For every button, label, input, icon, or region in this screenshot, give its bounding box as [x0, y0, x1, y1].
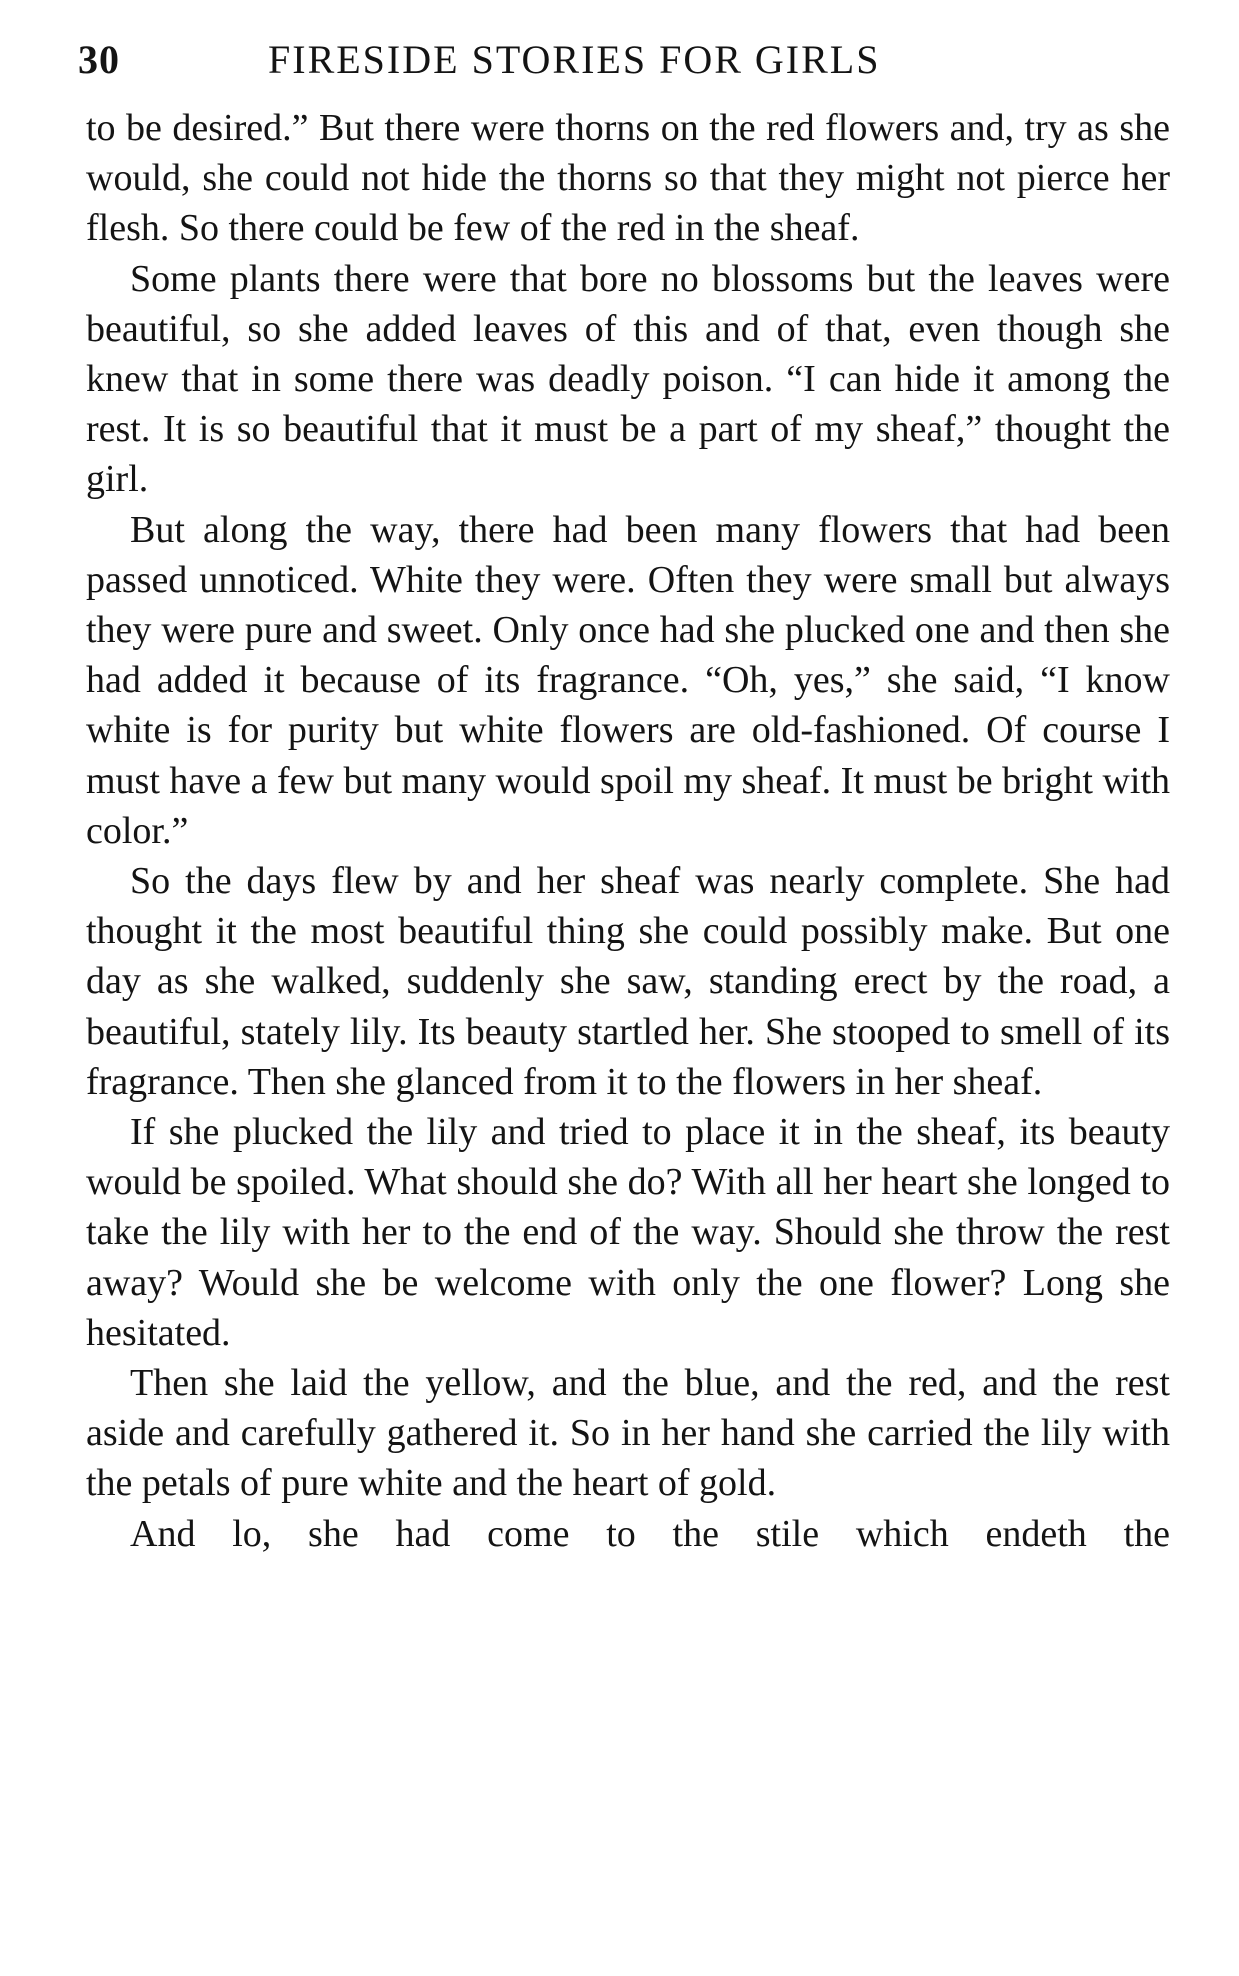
page-number: 30 — [78, 37, 120, 82]
paragraph: If she plucked the lily and tried to place it in the sheaf, its beauty would be spoiled. What should she do? With all her heart she longed to take the lily with her to the end of the way. Should she throw the rest away? Would she be welcome with only the one flower? Long she hesitated. — [86, 1111, 1170, 1354]
body-text — [86, 103, 1170, 1559]
running-title: FIRESIDE STORIES FOR GIRLS — [268, 37, 881, 82]
paragraph: Then she laid the yellow, and the blue, and the red, and the rest aside and carefully gathered it. So in her hand she carried the lily with the petals of pure white and the heart of gold. — [86, 1362, 1170, 1505]
paragraph: So the days flew by and her sheaf was nearly complete. She had thought it the most beautiful thing she could possibly make. But one day as she walked, suddenly she saw, standing erect by the road, a beautiful, stately lily. Its beauty startled her. She stooped to smell of its fragrance. Then she glanced from it to the flowers in her sheaf. — [86, 860, 1170, 1103]
paragraph-continued: to be desired.” But there were thorns on the red flowers and, try as she would, she could not hide the thorns so that they might not pierce her flesh. So there could be few of the red in the sheaf. — [86, 107, 1170, 250]
paragraph: Some plants there were that bore no blossoms but the leaves were beautiful, so she added leaves of this and of that, even though she knew that in some there was deadly poison. “I can hide it among the rest. It is so beautiful that it must be a part of my sheaf,” thought the girl. — [86, 257, 1170, 501]
paragraph: But along the way, there had been many flowers that had been passed unnoticed. White they were. Often they were small but always they were pure and sweet. Only once had she plucked one and then she had added it because of its fragrance. “Oh, yes,” she said, “I know white is for purity but white flowers are old-fashioned. Of course I must have a few but many would spoil my sheaf. It must be bright with color.” — [86, 508, 1170, 852]
page-header — [78, 36, 1168, 92]
paragraph-final-line: And lo, she had come to the stile which endeth the — [130, 1512, 1170, 1555]
